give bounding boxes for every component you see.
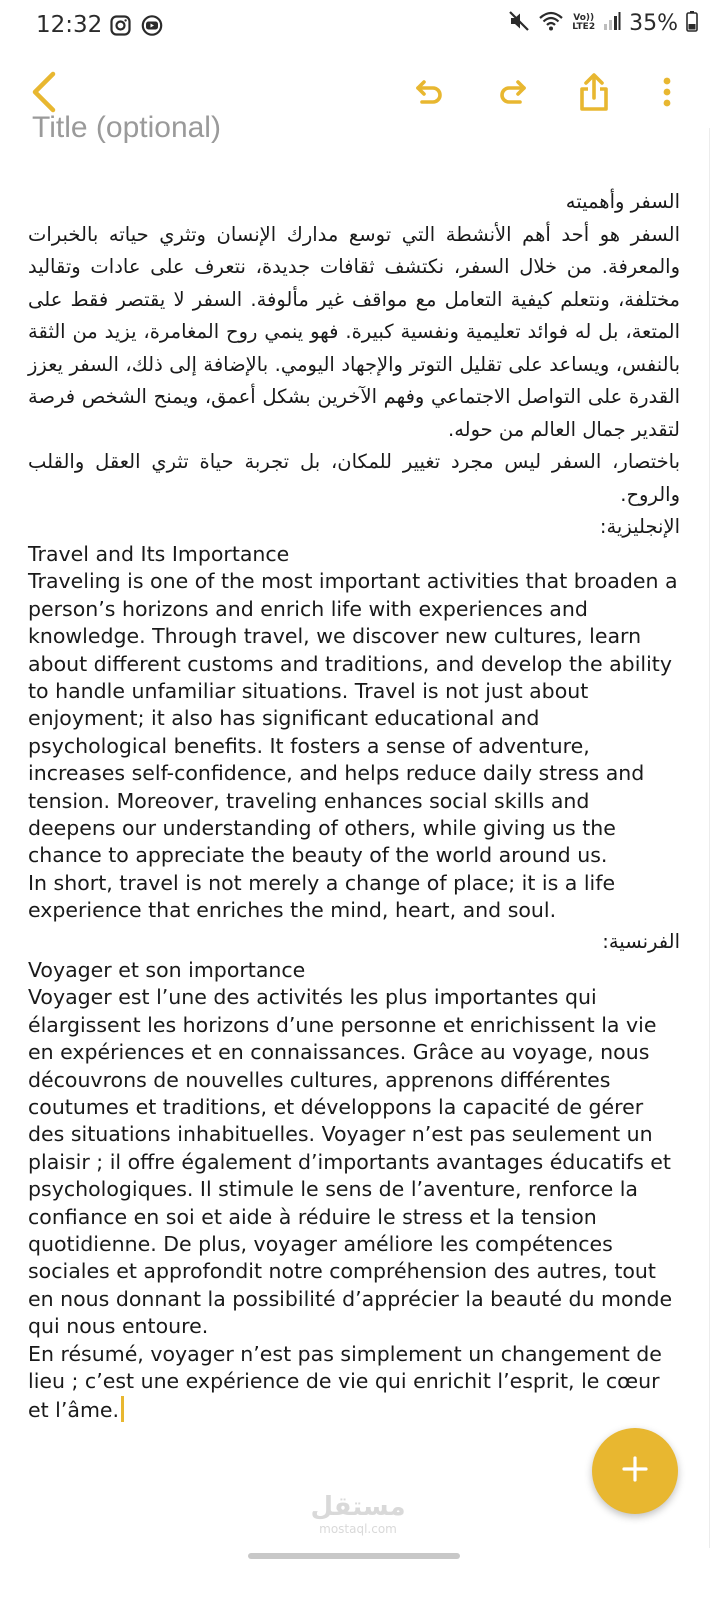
battery-percent: 35% bbox=[629, 10, 678, 36]
title-input[interactable]: Title (optional) bbox=[32, 111, 221, 144]
french-title: Voyager et son importance bbox=[28, 958, 306, 982]
arabic-paragraph-1: السفر هو أحد أهم الأنشطة التي توسع مدارك الإنسان وتثري حياته بالخبرات والمعرفة. من خلال السفر، نكتشف ثقافات جديدة، نتعرف على عادات وتقاليد مختلفة، ونتعلم كيفية التعامل مع مواقف غير مألوفة. السفر لا يقتصر فقط على المتعة، بل له فوائد تعليمية ونفسية كبيرة. فهو ينمي روح المغامرة، يزيد من الثقة بالنفس، ويساعد على تقليل التوتر والإجهاد اليومي. بالإضافة إلى ذلك، السفر يعزز القدرة على التواصل الاجتماعي وفهم الآخرين بشكل أعمق، ويمنح الشخص فرصة لتقدير جمال العالم من حوله. bbox=[28, 222, 680, 441]
redo-icon bbox=[496, 78, 528, 110]
wifi-icon bbox=[538, 10, 564, 36]
share-button[interactable] bbox=[570, 70, 618, 118]
undo-icon bbox=[414, 78, 446, 110]
french-paragraph-1: Voyager est l’une des activités les plus importantes qui élargissent les horizons d’une personne et enrichissent la vie en expériences et en connaissances. Grâce au voyage, nous découvrons de nouvelles cultures, apprenons différentes coutumes et traditions, et développons la capacité de gérer des situations inhabituelles. Voyager n’est pas seulement un plaisir ; il offre également d’importants avantages éducatifs et psychologiques. Il stimule le sens de l’aventure, renforce la confiance en soi et aide à réduire le stress et la tension quotidienne. De plus, voyager améliore les compétences sociales et approfondit notre compréhension des autres, tout en nous donnant la possibilité d’apprécier la beauté du monde qui nous entoure. bbox=[28, 985, 673, 1339]
more-options-button[interactable] bbox=[643, 70, 691, 118]
arabic-title: السفر وأهميته bbox=[565, 190, 680, 213]
home-indicator[interactable] bbox=[248, 1553, 460, 1559]
french-label-row[interactable] bbox=[28, 926, 680, 959]
english-paragraph-1: Traveling is one of the most important activities that broaden a person’s horizons and enrich life with experiences and knowledge. Through travel, we discover new cultures, learn about different customs and traditions, and develop the ability to handle unfamiliar situations. Travel is not just about enjoyment; it also has significant educational and psychological benefits. It fosters a sense of adventure, increases self-confidence, and helps reduce daily stress and tension. Moreover, traveling enhances social skills and deepens our understanding of others, while giving us the chance to appreciate the beauty of the world around us. bbox=[28, 569, 678, 868]
note-body-french[interactable] bbox=[28, 957, 680, 1424]
english-title: Travel and Its Importance bbox=[28, 542, 290, 566]
network-type bbox=[572, 14, 595, 32]
scroll-track bbox=[709, 128, 710, 1548]
redo-button[interactable] bbox=[488, 70, 536, 118]
note-body-english[interactable] bbox=[28, 541, 680, 925]
watermark-latin: mostaql.com bbox=[319, 1522, 397, 1536]
battery-icon bbox=[686, 10, 698, 36]
french-paragraph-2-text: En résumé, voyager n’est pas simplement un changement de lieu ; c’est une expérience de vie qui enrichit l’esprit, le cœur et l’âme. bbox=[28, 1341, 662, 1422]
plus-icon bbox=[621, 1455, 649, 1487]
share-icon bbox=[578, 72, 610, 116]
english-paragraph-2: In short, travel is not merely a change of place; it is a life experience that enriches the mind, heart, and soul. bbox=[28, 870, 616, 923]
text-cursor bbox=[121, 1396, 124, 1422]
undo-button[interactable] bbox=[406, 70, 454, 118]
watermark bbox=[308, 1492, 408, 1536]
status-bar bbox=[0, 0, 720, 56]
mute-icon bbox=[508, 10, 530, 36]
network-lte-label: LTE2 bbox=[572, 22, 596, 32]
add-button[interactable] bbox=[592, 1428, 678, 1514]
english-section-label: الإنجليزية: bbox=[599, 515, 680, 538]
signal-icon bbox=[603, 10, 621, 36]
french-section-label: الفرنسية: bbox=[602, 930, 680, 953]
watermark-arabic: مستقل bbox=[310, 1492, 406, 1522]
arabic-paragraph-2: باختصار، السفر ليس مجرد تغيير للمكان، بل تجربة حياة تثري العقل والقلب والروح. bbox=[28, 450, 680, 506]
french-paragraph-2 bbox=[28, 1341, 680, 1424]
more-options-icon bbox=[662, 76, 672, 112]
instagram-icon bbox=[110, 15, 131, 40]
youtube-icon bbox=[141, 15, 163, 40]
network-volte-label: Vo)) bbox=[573, 13, 595, 23]
note-body-arabic[interactable] bbox=[28, 186, 680, 544]
status-time: 12:32 bbox=[36, 12, 103, 38]
title-field-viewport bbox=[0, 111, 720, 158]
